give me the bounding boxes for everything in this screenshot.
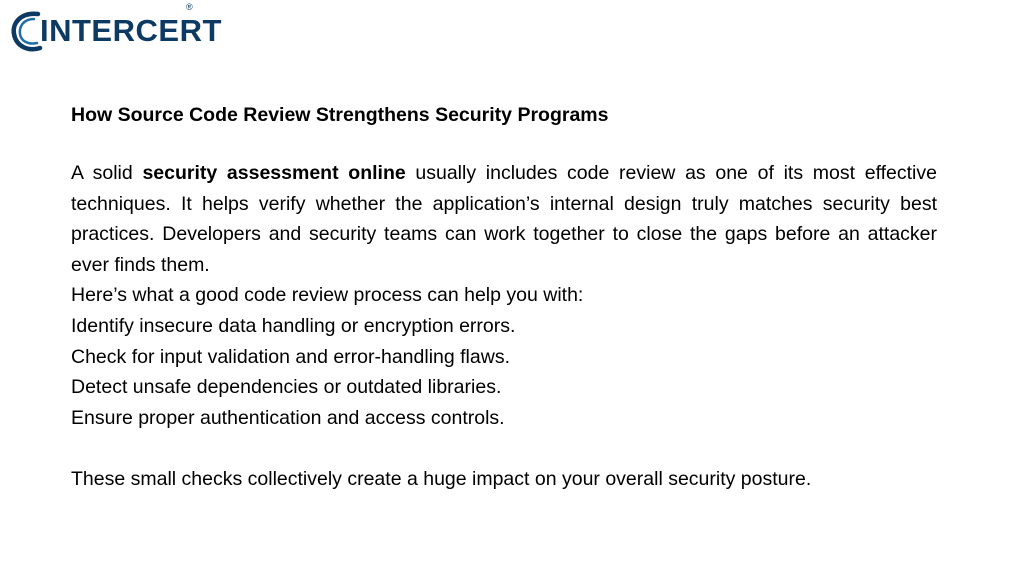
intercert-logo (10, 8, 222, 54)
paragraph-spacer (71, 433, 937, 464)
closing-paragraph: These small checks collectively create a huge impact on your overall security posture. (71, 468, 812, 491)
intro-paragraph (71, 158, 937, 280)
list-item: Ensure proper authentication and access controls. (71, 406, 505, 429)
brand-name: INTERCERT (40, 13, 222, 48)
intro-keyword: security assessment online (142, 162, 406, 184)
intro-rest: usually includes code review as one of its most effective techniques. It helps verify whether the application’s internal design truly matches security best practices. Developers and security teams can work together to close the gaps before an attacker ever finds them. (71, 162, 937, 276)
intro-prefix: A solid (71, 162, 143, 184)
article-heading: How Source Code Review Strengthens Security Programs (71, 104, 609, 126)
registered-mark: ® (186, 2, 193, 12)
list-lead: Here’s what a good code review process can help you with: (71, 284, 584, 307)
list-item: Identify insecure data handling or encryption errors. (71, 314, 516, 337)
c-swoosh-logo-icon (10, 8, 44, 54)
list-item: Detect unsafe dependencies or outdated libraries. (71, 376, 502, 399)
list-item: Check for input validation and error-handling flaws. (71, 345, 510, 368)
article-body (71, 100, 937, 495)
